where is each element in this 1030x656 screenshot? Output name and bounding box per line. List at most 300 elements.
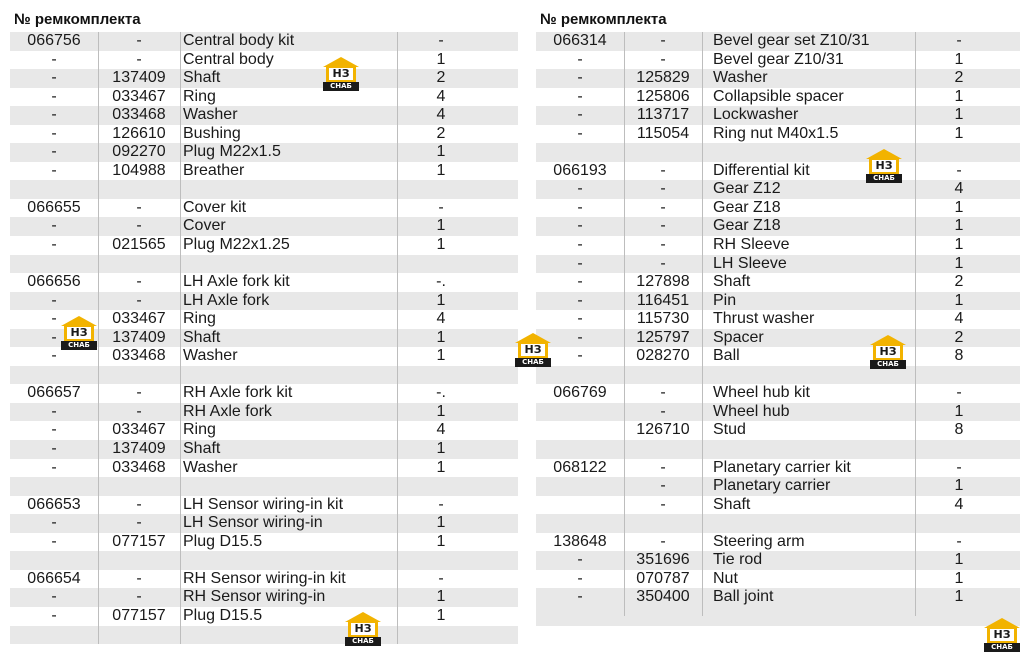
- part-code-cell: -: [136, 50, 142, 68]
- part-code-cell: [98, 366, 180, 385]
- kit-number-cell: -: [51, 291, 57, 309]
- description-cell: Gear Z18: [713, 217, 781, 235]
- quantity-cell: -.: [436, 384, 446, 402]
- quantity-cell: 1: [954, 198, 964, 216]
- table-row: [536, 570, 1020, 589]
- table-row: [10, 273, 518, 292]
- kit-number-cell: -: [51, 440, 57, 458]
- right-parts-table: [536, 32, 1020, 626]
- kit-number-cell: [536, 440, 624, 459]
- description-cell: Planetary carrier kit: [713, 458, 851, 476]
- kit-number-heading: № ремкомплекта: [540, 11, 667, 28]
- table-row: [536, 551, 1020, 570]
- table-row: [10, 459, 518, 478]
- part-code-cell: -: [660, 198, 666, 216]
- table-row: [536, 106, 1020, 125]
- quantity-cell: 4: [436, 421, 446, 439]
- kit-number-cell: -: [577, 106, 583, 124]
- description-cell: Bevel gear Z10/31: [713, 50, 844, 68]
- description-cell: Wheel hub kit: [713, 384, 810, 402]
- description-cell: Tie rod: [713, 551, 763, 569]
- description-cell: Gear Z12: [713, 180, 781, 198]
- kit-number-cell: -: [51, 532, 57, 550]
- table-row: [10, 51, 518, 70]
- description-cell: [713, 514, 915, 533]
- description-cell: Bushing: [183, 124, 241, 142]
- table-row: [536, 459, 1020, 478]
- part-code-cell: -: [660, 180, 666, 198]
- table-row: [536, 421, 1020, 440]
- quantity-cell: -: [438, 569, 444, 587]
- kit-number-cell: -: [577, 198, 583, 216]
- kit-number-cell: -: [51, 328, 57, 346]
- part-code-cell: 070787: [636, 569, 690, 587]
- column-divider: [702, 32, 703, 616]
- quantity-cell: 1: [436, 347, 446, 365]
- description-cell: Pin: [713, 291, 737, 309]
- quantity-cell: 1: [436, 532, 446, 550]
- column-divider: [397, 32, 398, 644]
- quantity-cell: 4: [954, 180, 964, 198]
- part-code-cell: -: [660, 254, 666, 272]
- part-code-cell: [98, 551, 180, 570]
- spacer-row: [536, 440, 1020, 459]
- part-code-cell: -: [136, 514, 142, 532]
- table-row: [536, 88, 1020, 107]
- kit-number-cell: -: [577, 569, 583, 587]
- kit-number-cell: -: [577, 50, 583, 68]
- kit-number-cell: [536, 607, 624, 626]
- part-code-cell: -: [660, 217, 666, 235]
- kit-number-cell: -: [577, 588, 583, 606]
- table-row: [10, 440, 518, 459]
- spacer-row: [10, 255, 518, 274]
- table-row: [536, 347, 1020, 366]
- quantity-cell: [397, 626, 485, 645]
- quantity-cell: -: [438, 32, 444, 49]
- kit-number-cell: -: [51, 606, 57, 624]
- description-cell: Stud: [713, 421, 746, 439]
- quantity-cell: 1: [436, 402, 446, 420]
- quantity-cell: 1: [436, 217, 446, 235]
- quantity-cell: 1: [954, 551, 964, 569]
- description-cell: [183, 255, 397, 274]
- description-cell: Plug M22x1.5: [183, 143, 281, 161]
- kit-number-cell: 066193: [553, 161, 607, 179]
- quantity-cell: [397, 366, 485, 385]
- part-code-cell: 033467: [112, 421, 166, 439]
- description-cell: Cover: [183, 217, 226, 235]
- part-code-cell: -: [660, 458, 666, 476]
- description-cell: Washer: [183, 347, 238, 365]
- description-cell: [713, 440, 915, 459]
- column-divider: [915, 32, 916, 616]
- table-row: [10, 570, 518, 589]
- part-code-cell: -: [660, 384, 666, 402]
- table-row: [536, 477, 1020, 496]
- kit-number-cell: 066769: [553, 384, 607, 402]
- kit-number-cell: -: [51, 236, 57, 254]
- table-row: [10, 162, 518, 181]
- description-cell: Planetary carrier: [713, 477, 831, 495]
- table-row: [536, 32, 1020, 51]
- part-code-cell: 137409: [112, 69, 166, 87]
- spacer-row: [10, 551, 518, 570]
- description-cell: Ring nut M40x1.5: [713, 124, 839, 142]
- description-cell: [183, 551, 397, 570]
- quantity-cell: 2: [436, 124, 446, 142]
- quantity-cell: [397, 180, 485, 199]
- kit-number-cell: -: [577, 124, 583, 142]
- description-cell: Breather: [183, 161, 245, 179]
- quantity-cell: 1: [436, 440, 446, 458]
- description-cell: Shaft: [183, 440, 221, 458]
- kit-number-cell: 066657: [27, 384, 81, 402]
- part-code-cell: -: [660, 477, 666, 495]
- part-code-cell: -: [660, 32, 666, 49]
- quantity-cell: [915, 143, 1003, 162]
- description-cell: Steering arm: [713, 532, 805, 550]
- part-code-cell: [624, 143, 702, 162]
- kit-number-cell: 066756: [27, 32, 81, 49]
- description-cell: Differential kit: [713, 161, 810, 179]
- part-code-cell: 350400: [636, 588, 690, 606]
- part-code-cell: 125829: [636, 69, 690, 87]
- description-cell: Washer: [183, 106, 238, 124]
- part-code-cell: 077157: [112, 606, 166, 624]
- quantity-cell: 8: [954, 421, 964, 439]
- description-cell: Shaft: [183, 328, 221, 346]
- table-row: [536, 51, 1020, 70]
- quantity-cell: 4: [436, 106, 446, 124]
- part-code-cell: [624, 366, 702, 385]
- kit-number-cell: -: [577, 236, 583, 254]
- part-code-cell: -: [136, 217, 142, 235]
- table-row: [536, 69, 1020, 88]
- table-row: [536, 292, 1020, 311]
- quantity-cell: 1: [954, 124, 964, 142]
- part-code-cell: 115730: [636, 310, 690, 328]
- description-cell: LH Axle fork: [183, 291, 270, 309]
- kit-number-cell: -: [577, 551, 583, 569]
- part-code-cell: 033468: [112, 458, 166, 476]
- part-code-cell: 125797: [636, 328, 690, 346]
- kit-number-cell: -: [51, 458, 57, 476]
- quantity-cell: -: [956, 458, 962, 476]
- description-cell: RH Sensor wiring-in kit: [183, 569, 346, 587]
- part-code-cell: 115054: [636, 124, 690, 142]
- description-cell: LH Sleeve: [713, 254, 787, 272]
- quantity-cell: 1: [954, 569, 964, 587]
- table-row: [536, 384, 1020, 403]
- part-code-cell: 126710: [636, 421, 690, 439]
- kit-number-cell: -: [51, 402, 57, 420]
- description-cell: [183, 477, 397, 496]
- quantity-cell: -: [956, 161, 962, 179]
- part-code-cell: -: [136, 291, 142, 309]
- spacer-row: [10, 180, 518, 199]
- kit-number-cell: 068122: [553, 458, 607, 476]
- watermark-logo-icon: НЗ СНАБ: [61, 316, 97, 350]
- kit-number-cell: -: [577, 328, 583, 346]
- kit-number-cell: 066654: [27, 569, 81, 587]
- quantity-cell: 8: [954, 347, 964, 365]
- part-code-cell: 077157: [112, 532, 166, 550]
- part-code-cell: [624, 607, 702, 626]
- description-cell: Spacer: [713, 328, 764, 346]
- description-cell: Ring: [183, 87, 216, 105]
- kit-number-cell: -: [51, 161, 57, 179]
- description-cell: LH Sensor wiring-in kit: [183, 495, 344, 513]
- description-cell: Ring: [183, 310, 216, 328]
- description-cell: [183, 180, 397, 199]
- kit-number-cell: -: [51, 421, 57, 439]
- quantity-cell: -: [438, 495, 444, 513]
- quantity-cell: 4: [954, 495, 964, 513]
- quantity-cell: 2: [954, 273, 964, 291]
- kit-number-cell: -: [51, 588, 57, 606]
- quantity-cell: 1: [436, 236, 446, 254]
- kit-number-cell: -: [51, 69, 57, 87]
- part-code-cell: 127898: [636, 273, 690, 291]
- kit-number-cell: -: [51, 87, 57, 105]
- kit-number-cell: -: [51, 347, 57, 365]
- kit-number-cell: [10, 180, 98, 199]
- part-code-cell: [624, 440, 702, 459]
- part-code-cell: -: [660, 161, 666, 179]
- table-row: [536, 236, 1020, 255]
- description-cell: [713, 607, 915, 626]
- quantity-cell: [915, 514, 1003, 533]
- kit-number-cell: -: [577, 291, 583, 309]
- quantity-cell: 1: [436, 143, 446, 161]
- table-row: [536, 329, 1020, 348]
- table-row: [10, 199, 518, 218]
- kit-number-cell: -: [51, 143, 57, 161]
- table-row: [10, 236, 518, 255]
- quantity-cell: 1: [436, 458, 446, 476]
- part-code-cell: -: [136, 273, 142, 291]
- kit-number-cell: -: [577, 254, 583, 272]
- watermark-logo-icon: НЗ СНАБ: [515, 333, 551, 367]
- description-cell: Lockwasher: [713, 106, 799, 124]
- table-row: [536, 255, 1020, 274]
- description-cell: Ball joint: [713, 588, 774, 606]
- part-code-cell: -: [136, 198, 142, 216]
- description-cell: Plug M22x1.25: [183, 236, 290, 254]
- quantity-cell: -: [956, 384, 962, 402]
- quantity-cell: 4: [954, 310, 964, 328]
- kit-number-cell: [536, 403, 624, 422]
- table-row: [10, 69, 518, 88]
- kit-number-cell: -: [51, 50, 57, 68]
- watermark-logo-icon: НЗ СНАБ: [345, 612, 381, 646]
- part-code-cell: 033468: [112, 106, 166, 124]
- description-cell: Bevel gear set Z10/31: [713, 32, 870, 49]
- spacer-row: [10, 477, 518, 496]
- quantity-cell: 2: [436, 69, 446, 87]
- description-cell: RH Sleeve: [713, 236, 790, 254]
- description-cell: LH Sensor wiring-in: [183, 514, 323, 532]
- part-code-cell: 126610: [112, 124, 166, 142]
- kit-number-cell: [536, 496, 624, 515]
- description-cell: Washer: [183, 458, 238, 476]
- kit-number-cell: -: [577, 217, 583, 235]
- quantity-cell: -: [438, 198, 444, 216]
- part-code-cell: -: [136, 402, 142, 420]
- description-cell: Central body: [183, 50, 274, 68]
- quantity-cell: 1: [954, 477, 964, 495]
- table-row: [536, 217, 1020, 236]
- spacer-row: [10, 626, 518, 645]
- quantity-cell: 1: [954, 217, 964, 235]
- part-code-cell: -: [660, 236, 666, 254]
- description-cell: Collapsible spacer: [713, 87, 844, 105]
- quantity-cell: 1: [436, 50, 446, 68]
- part-code-cell: [98, 477, 180, 496]
- table-row: [536, 273, 1020, 292]
- kit-number-cell: [10, 626, 98, 645]
- table-row: [536, 588, 1020, 607]
- kit-number-cell: [10, 366, 98, 385]
- kit-number-cell: [536, 477, 624, 496]
- table-row: [10, 421, 518, 440]
- quantity-cell: 1: [954, 236, 964, 254]
- table-row: [10, 88, 518, 107]
- watermark-logo-icon: НЗ СНАБ: [984, 618, 1020, 652]
- kit-number-cell: [10, 255, 98, 274]
- description-cell: Wheel hub: [713, 402, 790, 420]
- quantity-cell: 4: [436, 87, 446, 105]
- kit-number-cell: [536, 143, 624, 162]
- part-code-cell: [98, 626, 180, 645]
- description-cell: Plug D15.5: [183, 606, 263, 624]
- quantity-cell: [915, 440, 1003, 459]
- kit-number-cell: 066653: [27, 495, 81, 513]
- part-code-cell: 137409: [112, 328, 166, 346]
- table-row: [10, 106, 518, 125]
- table-row: [10, 125, 518, 144]
- part-code-cell: [624, 514, 702, 533]
- kit-number-cell: -: [577, 310, 583, 328]
- quantity-cell: 1: [436, 161, 446, 179]
- watermark-logo-icon: НЗ СНАБ: [870, 335, 906, 369]
- quantity-cell: [397, 551, 485, 570]
- description-cell: RH Sensor wiring-in: [183, 588, 326, 606]
- quantity-cell: 1: [436, 328, 446, 346]
- spacer-row: [10, 366, 518, 385]
- table-row: [10, 384, 518, 403]
- spacer-row: [536, 143, 1020, 162]
- table-row: [536, 310, 1020, 329]
- quantity-cell: -: [956, 532, 962, 550]
- part-code-cell: -: [136, 32, 142, 49]
- table-row: [10, 347, 518, 366]
- description-cell: Nut: [713, 569, 738, 587]
- description-cell: Ball: [713, 347, 740, 365]
- description-cell: Shaft: [713, 495, 751, 513]
- quantity-cell: -.: [436, 273, 446, 291]
- description-cell: Shaft: [713, 273, 751, 291]
- part-code-cell: -: [660, 50, 666, 68]
- description-cell: Gear Z18: [713, 198, 781, 216]
- description-cell: RH Axle fork: [183, 402, 272, 420]
- kit-number-cell: [10, 477, 98, 496]
- table-row: [10, 217, 518, 236]
- quantity-cell: 1: [436, 514, 446, 532]
- spacer-row: [536, 366, 1020, 385]
- kit-number-cell: [536, 421, 624, 440]
- kit-number-heading: № ремкомплекта: [14, 11, 141, 28]
- quantity-cell: [915, 366, 1003, 385]
- kit-number-cell: -: [51, 310, 57, 328]
- part-code-cell: -: [660, 532, 666, 550]
- kit-number-cell: [10, 551, 98, 570]
- kit-number-cell: [536, 514, 624, 533]
- table-row: [10, 588, 518, 607]
- quantity-cell: 1: [954, 291, 964, 309]
- quantity-cell: 1: [436, 588, 446, 606]
- description-cell: LH Axle fork kit: [183, 273, 290, 291]
- spacer-row: [536, 514, 1020, 533]
- kit-number-cell: -: [577, 69, 583, 87]
- description-cell: RH Axle fork kit: [183, 384, 293, 402]
- part-code-cell: 137409: [112, 440, 166, 458]
- table-row: [10, 514, 518, 533]
- kit-number-cell: 066656: [27, 273, 81, 291]
- column-divider: [98, 32, 99, 644]
- table-row: [536, 162, 1020, 181]
- part-code-cell: 125806: [636, 87, 690, 105]
- part-code-cell: 021565: [112, 236, 166, 254]
- part-code-cell: 092270: [112, 143, 166, 161]
- quantity-cell: 1: [954, 588, 964, 606]
- part-code-cell: 351696: [636, 551, 690, 569]
- table-row: [10, 143, 518, 162]
- quantity-cell: 1: [954, 87, 964, 105]
- description-cell: Plug D15.5: [183, 532, 263, 550]
- part-code-cell: [98, 255, 180, 274]
- watermark-logo-icon: НЗ СНАБ: [866, 149, 902, 183]
- kit-number-cell: 138648: [553, 532, 607, 550]
- description-cell: Thrust washer: [713, 310, 815, 328]
- quantity-cell: 4: [436, 310, 446, 328]
- kit-number-cell: -: [51, 124, 57, 142]
- quantity-cell: 1: [954, 402, 964, 420]
- kit-number-cell: [536, 366, 624, 385]
- quantity-cell: 1: [954, 106, 964, 124]
- part-code-cell: 033467: [112, 310, 166, 328]
- table-row: [536, 533, 1020, 552]
- part-code-cell: 104988: [112, 161, 166, 179]
- kit-number-cell: -: [51, 106, 57, 124]
- quantity-cell: 1: [954, 50, 964, 68]
- quantity-cell: [397, 255, 485, 274]
- part-code-cell: -: [660, 402, 666, 420]
- description-cell: Shaft: [183, 69, 221, 87]
- kit-number-cell: -: [577, 87, 583, 105]
- column-divider: [180, 32, 181, 644]
- quantity-cell: [397, 477, 485, 496]
- quantity-cell: 1: [954, 254, 964, 272]
- part-code-cell: -: [136, 495, 142, 513]
- table-row: [10, 292, 518, 311]
- description-cell: [183, 366, 397, 385]
- kit-number-cell: -: [51, 217, 57, 235]
- quantity-cell: 1: [436, 606, 446, 624]
- part-code-cell: 113717: [636, 106, 690, 124]
- quantity-cell: 2: [954, 69, 964, 87]
